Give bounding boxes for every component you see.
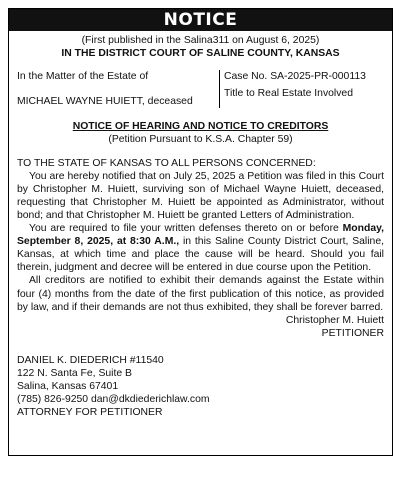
decedent-name: MICHAEL WAYNE HUIETT, deceased (17, 96, 193, 108)
attorney-street: 122 N. Santa Fe, Suite B (17, 367, 132, 379)
notice-heading: NOTICE OF HEARING AND NOTICE TO CREDITORS (72, 121, 329, 133)
caption-right (220, 70, 366, 108)
hearing-date: Monday, September 8, 2025, at 8:30 A.M., (17, 223, 384, 248)
paragraph-creditors: All creditors are notified to exhibit their demands against the Estate within four (4) months from the date of the first publication of this notice, as provided by law, and if their demands are not thus exhibited, they shall be forever barred. (17, 275, 384, 313)
attorney-contact: (785) 826-9250 dan@dkdiederichlaw.com (17, 394, 210, 406)
petitioner-signature (17, 314, 384, 340)
caption-left (17, 70, 220, 108)
paragraph-petition: You are hereby notified that on July 25, 2025 a Petition was filed in this Court by Christopher M. Huiett, surviving son of Michael Wayne Huiett, deceased, requesting that Christopher M. Huiett be appointed as Administrator, without bond; and that Christopher M. Huiett be granted Letters of Administration. (17, 170, 384, 221)
publication-line: (First published in the Salina311 on August 6, 2025) (81, 35, 320, 46)
estate-matter: In the Matter of the Estate of (17, 71, 149, 83)
paragraph-hearing (17, 222, 384, 274)
court-title: IN THE DISTRICT COURT OF SALINE COUNTY, KANSAS (61, 48, 340, 60)
notice-subheading: (Petition Pursuant to K.S.A. Chapter 59) (108, 134, 293, 146)
attorney-name: DANIEL K. DIEDERICH #11540 (17, 354, 164, 366)
attorney-role: ATTORNEY FOR PETITIONER (17, 407, 163, 419)
attorney-city: Salina, Kansas 67401 (17, 381, 119, 393)
legal-notice (8, 8, 393, 456)
notice-body (17, 157, 384, 314)
address-line: TO THE STATE OF KANSAS TO ALL PERSONS CONCERNED: (17, 157, 316, 169)
attorney-block (17, 354, 384, 419)
case-type: Title to Real Estate Involved (224, 88, 353, 100)
notice-banner: NOTICE (9, 9, 392, 31)
case-caption (17, 70, 384, 108)
case-number: Case No. SA-2025-PR-000113 (224, 71, 366, 83)
petitioner-role: PETITIONER (321, 327, 384, 339)
hearing-text-start: You are required to file your written defenses thereto on or before (29, 223, 343, 235)
petitioner-name: Christopher M. Huiett (285, 314, 384, 326)
hearing-text-end: in this Saline County District Court, Saline, Kansas, at which time and place the cause will be heard. Should you fail therein, judgment and decree will be entered in due course upon the Petition. (17, 236, 384, 274)
